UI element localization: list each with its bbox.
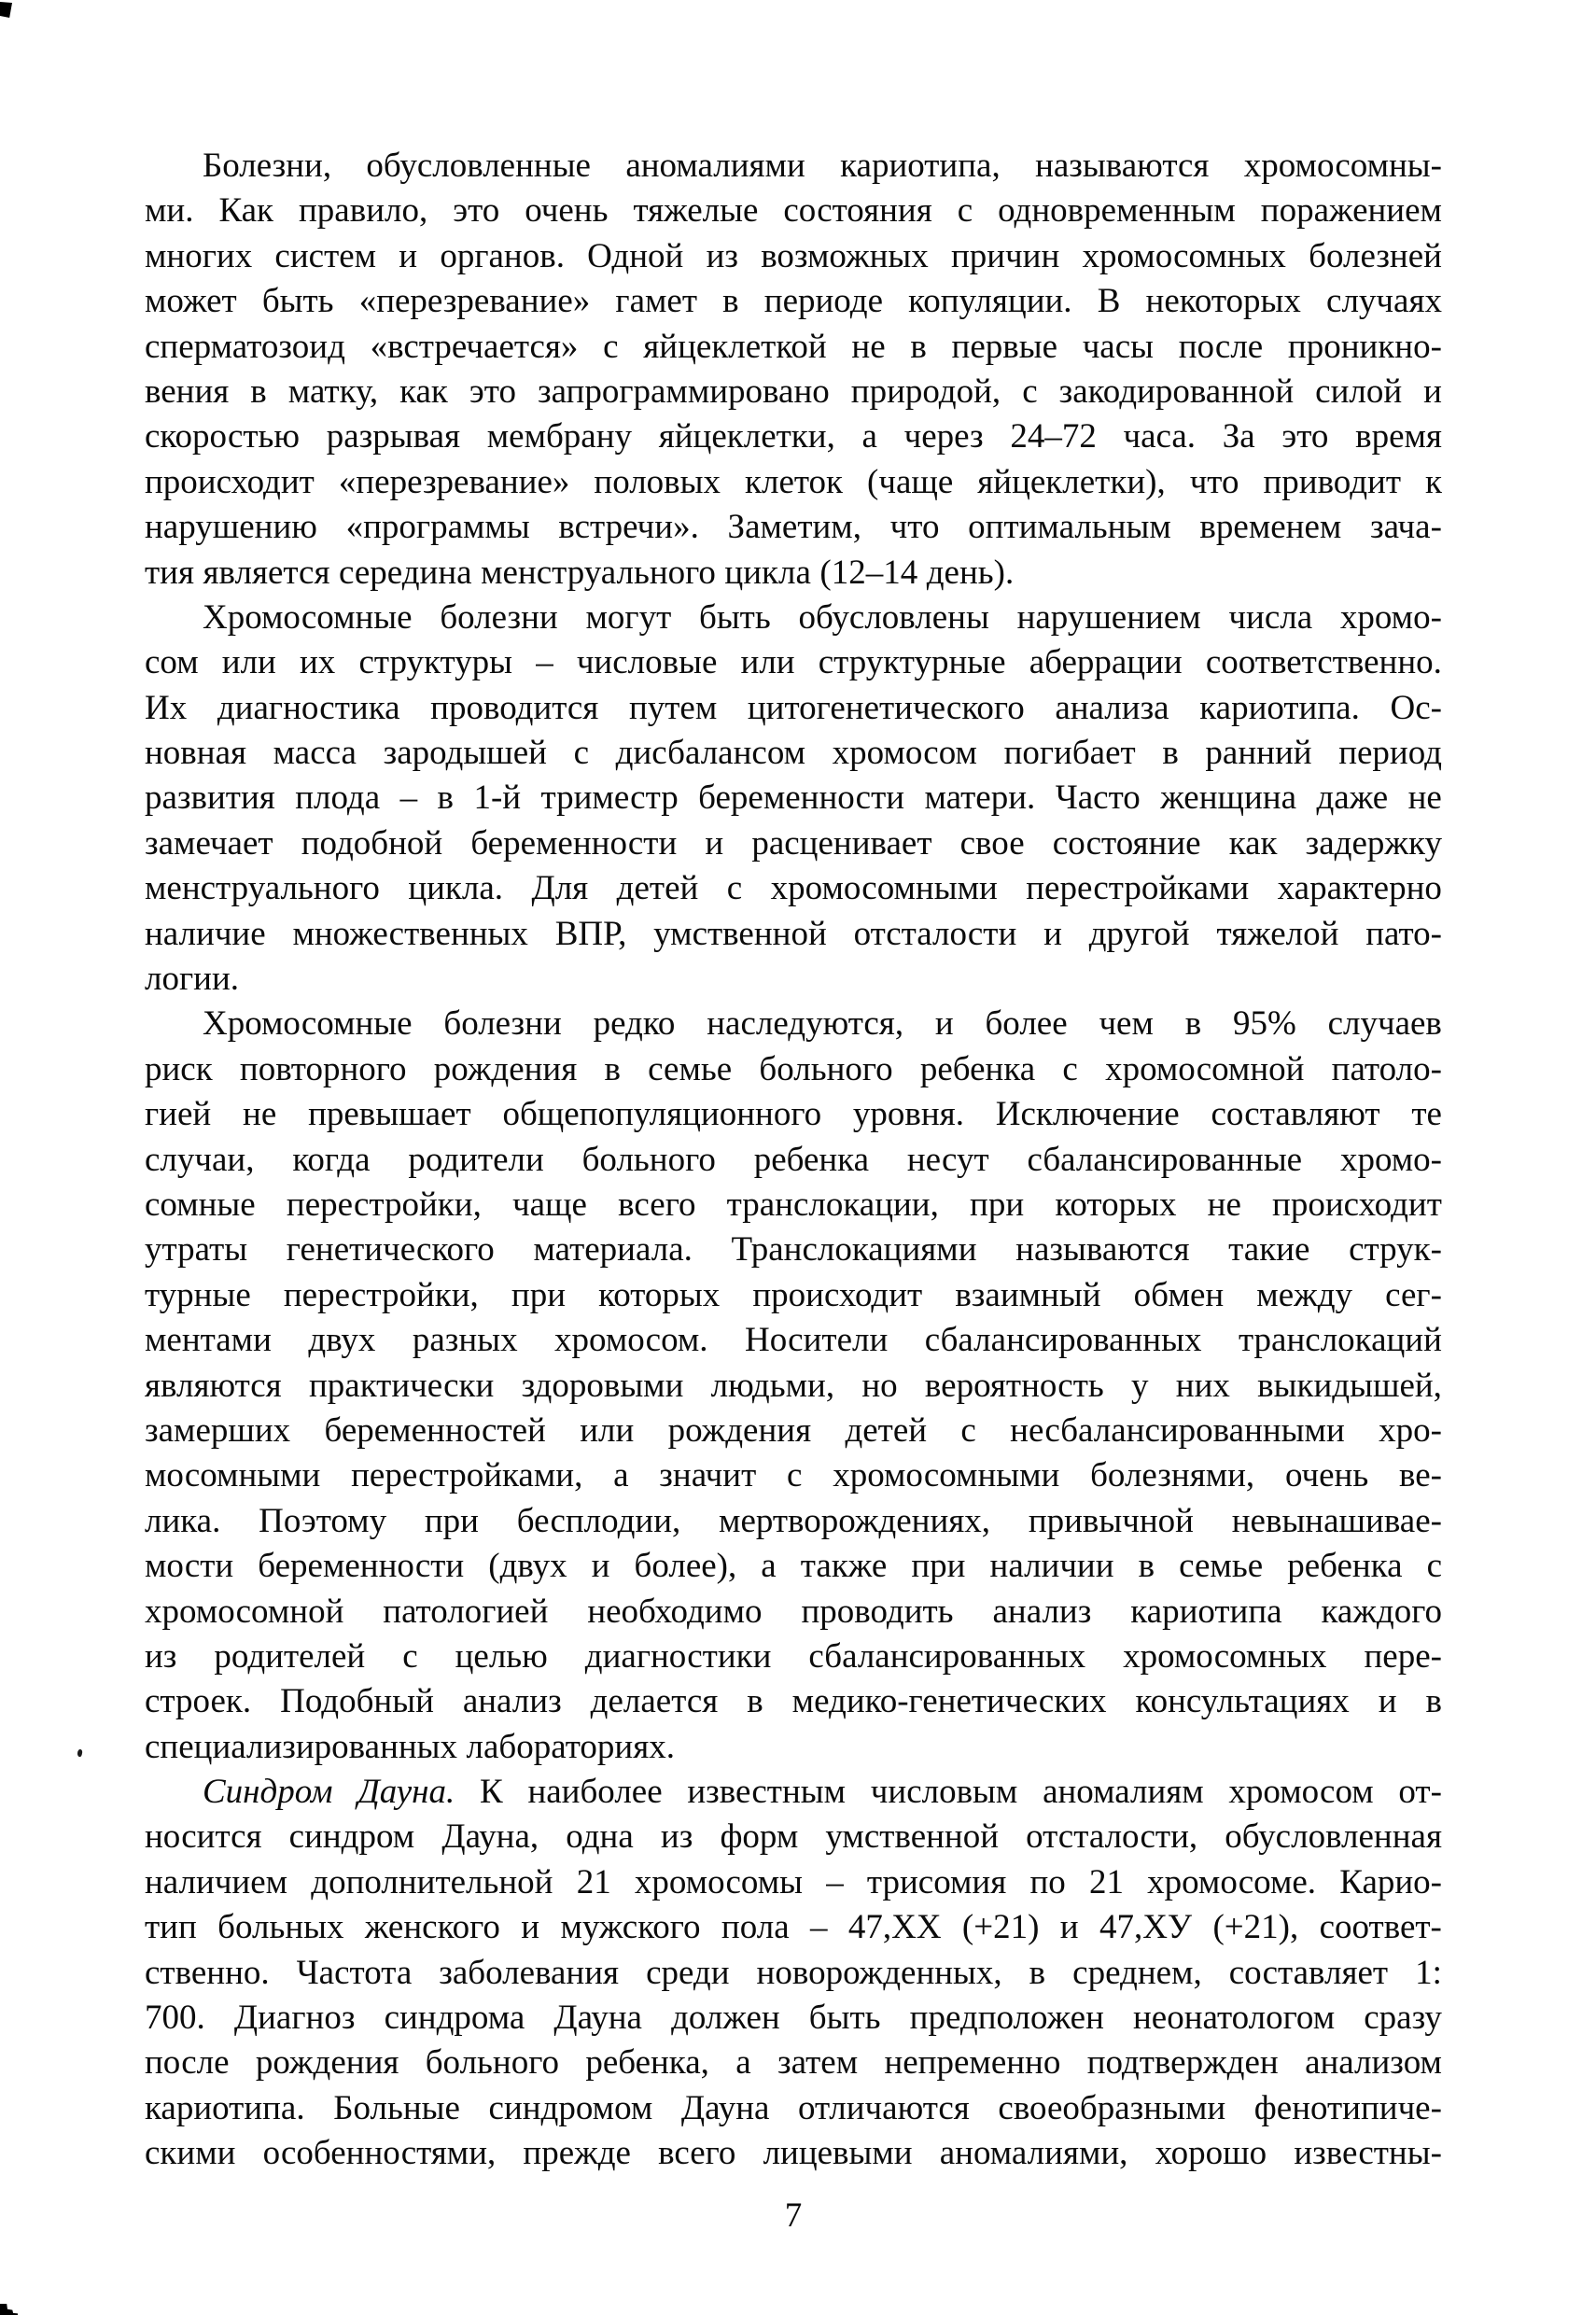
text-line: являются практически здоровыми людьми, но вероятность у них выкидышей, xyxy=(145,1366,1442,1405)
text-line: замерших беременностей или рождения детей с несбалансированными хро- xyxy=(145,1410,1442,1450)
text-line: ментами двух разных хромосом. Носители сбалансированных транслокаций xyxy=(145,1321,1442,1360)
paragraph-2 xyxy=(145,596,1442,1003)
text-line: может быть «перезревание» гамет в периоде копуляции. В некоторых случаях xyxy=(145,282,1442,321)
text-line: скоростью разрывая мембрану яйцеклетки, а через 24–72 часа. За это время xyxy=(145,417,1442,456)
scan-artifact-top-left xyxy=(0,2,12,18)
text-line: риск повторного рождения в семье больного ребенка с хромосомной патоло- xyxy=(145,1049,1442,1088)
text-line: лика. Поэтому при бесплодии, мертворождениях, привычной невынашивае- xyxy=(145,1501,1442,1540)
text-line: турные перестройки, при которых происходит взаимный обмен между сег- xyxy=(145,1275,1442,1314)
text-line: наличие множественных ВПР, умственной отсталости и другой тяжелой пато- xyxy=(145,914,1442,953)
text-line: новная масса зародышей с дисбалансом хромосом погибает в ранний период xyxy=(145,734,1442,773)
text-line: специализированных лабораториях. xyxy=(145,1727,675,1766)
text-line: сомные перестройки, чаще всего транслокации, при которых не происходит xyxy=(145,1185,1442,1224)
text-line: гией не превышает общепопуляционного уровня. Исключение составляют те xyxy=(145,1095,1442,1134)
text-line: носится синдром Дауна, одна из форм умственной отсталости, обусловленная xyxy=(145,1817,1442,1857)
text-line: замечает подобной беременности и расценивает свое состояние как задержку xyxy=(145,823,1442,863)
text-line: наличием дополнительной 21 хромосомы – трисомия по 21 хромосоме. Карио- xyxy=(145,1862,1442,1901)
text-line: логии. xyxy=(145,960,239,999)
text-line: сперматозоид «встречается» с яйцеклеткой не в первые часы после проникно- xyxy=(145,327,1442,366)
text-line: Их диагностика проводится путем цитогенетического анализа кариотипа. Ос- xyxy=(145,688,1442,727)
text-line: происходит «перезревание» половых клеток (чаще яйцеклетки), что приводит к xyxy=(145,462,1442,501)
text-line: Болезни, обусловленные аномалиями кариотипа, называются хромосомны- xyxy=(203,147,1442,185)
text-line: тия является середина менструального цикла (12–14 день). xyxy=(145,553,1015,592)
text-line: утраты генетического материала. Транслокациями называются такие струк- xyxy=(145,1230,1442,1270)
paragraph-3 xyxy=(145,1002,1442,1770)
paragraph-1 xyxy=(145,144,1442,596)
text-line: менструального цикла. Для детей с хромосомными перестройками характерно xyxy=(145,869,1442,908)
text-line: 700. Диагноз синдрома Дауна должен быть предположен неонатологом сразу xyxy=(145,1999,1442,2038)
text-line: скими особенностями, прежде всего лицевыми аномалиями, хорошо известны- xyxy=(145,2134,1442,2173)
text-line: из родителей с целью диагностики сбалансированных хромосомных пере- xyxy=(145,1636,1442,1676)
scan-artifact-bottom-left xyxy=(0,2304,18,2315)
text-line: ственно. Частота заболевания среди новорожденных, в среднем, составляет 1: xyxy=(145,1953,1442,1992)
text-line: ми. Как правило, это очень тяжелые состояния с одновременным поражением xyxy=(145,191,1442,231)
text-block xyxy=(145,144,1442,2177)
text-line: многих систем и органов. Одной из возможных причин хромосомных болезней xyxy=(145,236,1442,275)
text-line: тип больных женского и мужского пола – 47,ХХ (+21) и 47,ХУ (+21), соответ- xyxy=(145,1908,1442,1947)
text-line: после рождения больного ребенка, а затем непременно подтвержден анализом xyxy=(145,2043,1442,2083)
text-line: кариотипа. Больные синдромом Дауна отличаются своеобразными фенотипиче- xyxy=(145,2088,1442,2127)
scan-speck xyxy=(77,1749,83,1758)
text-line: Хромосомные болезни редко наследуются, и более чем в 95% случаев xyxy=(203,1004,1442,1044)
text-line: строек. Подобный анализ делается в медико-генетических консультациях и в xyxy=(145,1682,1442,1721)
text-line: вения в матку, как это запрограммировано природой, с закодированной силой и xyxy=(145,372,1442,411)
text-line: нарушению «программы встречи». Заметим, что оптимальным временем зача- xyxy=(145,508,1442,547)
paragraph-4 xyxy=(145,1770,1442,2177)
text-line: случаи, когда родители больного ребенка несут сбалансированные хромо- xyxy=(145,1140,1442,1179)
text-line: хромосомной патологией необходимо проводить анализ кариотипа каждого xyxy=(145,1592,1442,1631)
text-line: сом или их структуры – числовые или структурные аберрации соответственно. xyxy=(145,643,1442,682)
text-line: Синдром Дауна. К наиболее известным числовым аномалиям хромосом от- xyxy=(203,1773,1442,1812)
text-line: мосомными перестройками, а значит с хромосомными болезнями, очень ве- xyxy=(145,1456,1442,1495)
text-line: Хромосомные болезни могут быть обусловлены нарушением числа хромо- xyxy=(203,597,1442,637)
text-line: развития плода – в 1-й триместр беременности матери. Часто женщина даже не xyxy=(145,779,1442,818)
text-line: мости беременности (двух и более), а также при наличии в семье ребенка с xyxy=(145,1547,1442,1586)
page-number: 7 xyxy=(784,2196,803,2235)
